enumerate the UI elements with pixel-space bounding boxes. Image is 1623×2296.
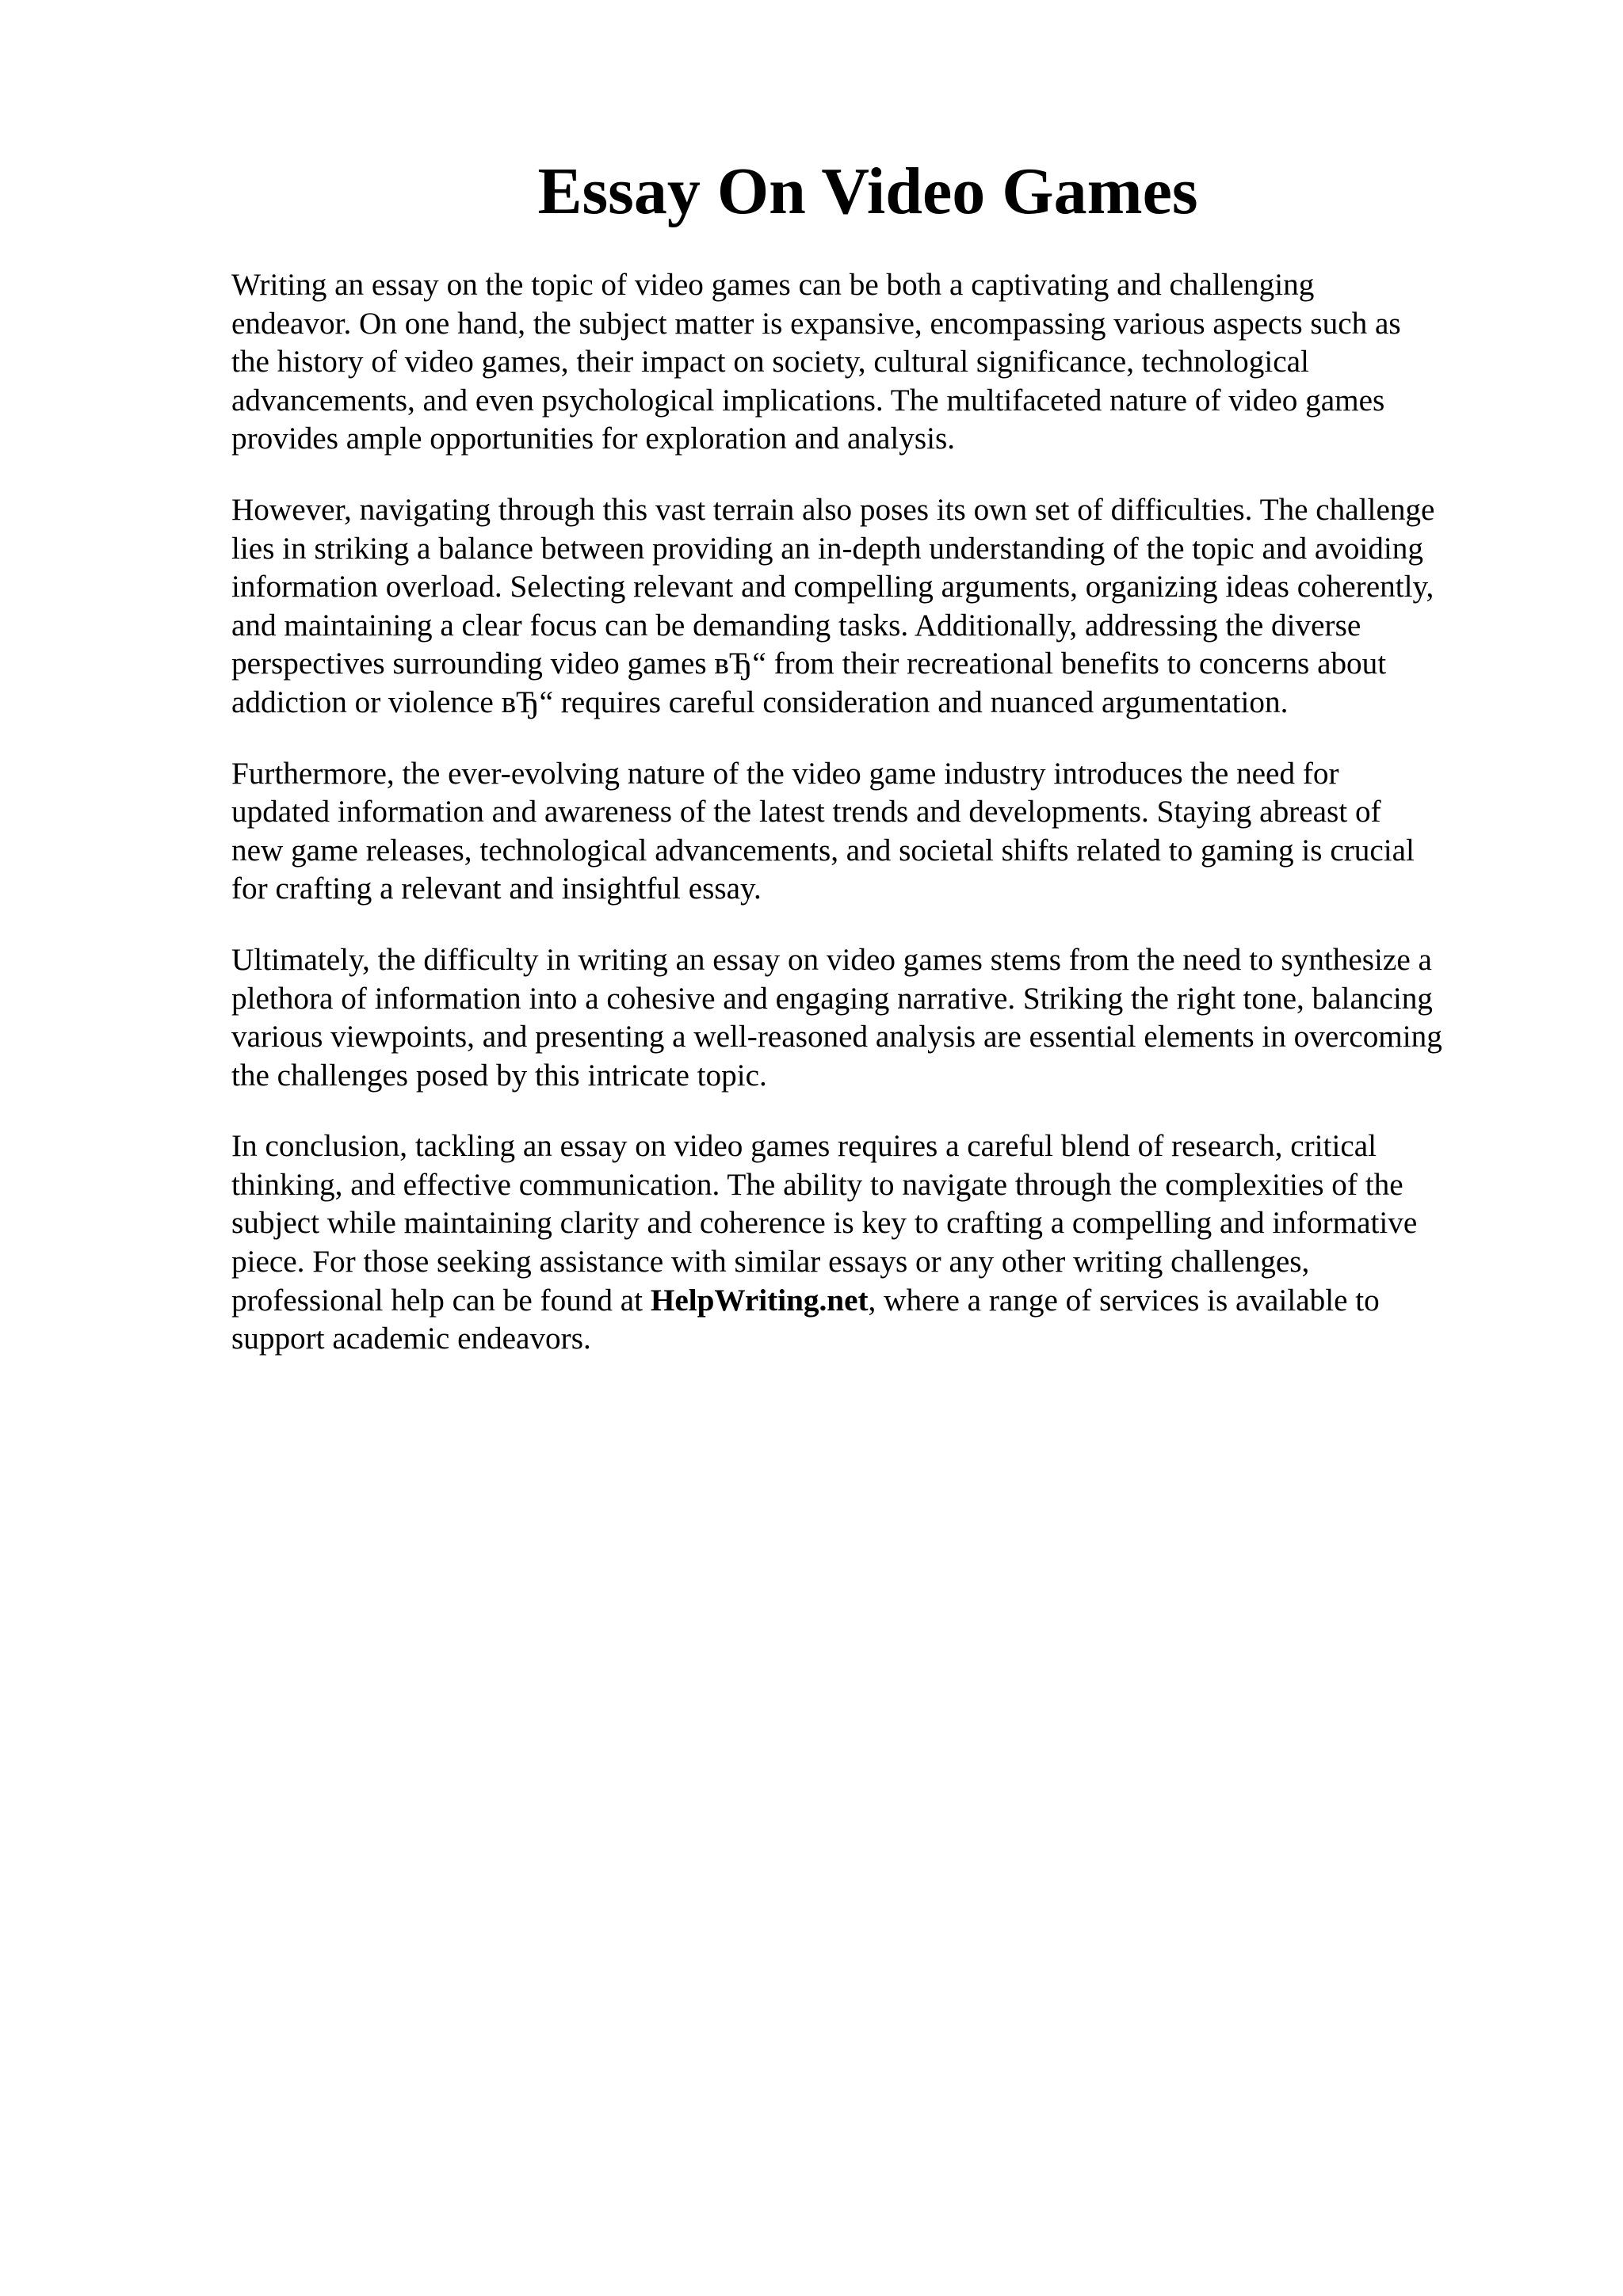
text-line: advancements, and even psychological implications. The multifaceted nature of video games bbox=[231, 383, 1385, 418]
text-segment: , where a range of services is available to bbox=[868, 1283, 1380, 1318]
text-line: and maintaining a clear focus can be demanding tasks. Additionally, addressing the diverse bbox=[231, 608, 1361, 643]
text-line: addiction or violence вЂ“ requires careful consideration and nuanced argumentation. bbox=[231, 685, 1289, 719]
text-line: plethora of information into a cohesive and engaging narrative. Striking the right tone, balancing bbox=[231, 981, 1433, 1016]
text-line: Ultimately, the difficulty in writing an essay on video games stems from the need to synthesize a bbox=[231, 942, 1432, 977]
essay-body bbox=[231, 266, 1531, 1391]
paragraph-2 bbox=[231, 491, 1531, 723]
text-line: provides ample opportunities for exploration and analysis. bbox=[231, 421, 956, 456]
text-line: for crafting a relevant and insightful essay. bbox=[231, 871, 762, 906]
paragraph-5 bbox=[231, 1127, 1531, 1359]
text-line: information overload. Selecting relevant and compelling arguments, organizing ideas coherently, bbox=[231, 570, 1434, 605]
helpwriting-link[interactable]: HelpWriting.net bbox=[650, 1283, 869, 1318]
page-title: Essay On Video Games bbox=[537, 154, 1198, 228]
text-line-with-link bbox=[231, 1282, 1531, 1321]
paragraph-1 bbox=[231, 266, 1531, 459]
text-line: various viewpoints, and presenting a well-reasoned analysis are essential elements in overcoming bbox=[231, 1020, 1442, 1055]
text-line: updated information and awareness of the latest trends and developments. Staying abreast of bbox=[231, 795, 1381, 830]
text-line: thinking, and effective communication. The ability to navigate through the complexities of the bbox=[231, 1167, 1403, 1202]
text-line: piece. For those seeking assistance with similar essays or any other writing challenges, bbox=[231, 1245, 1310, 1280]
paragraph-3 bbox=[231, 755, 1531, 909]
text-line: Furthermore, the ever-evolving nature of the video game industry introduces the need for bbox=[231, 756, 1339, 791]
text-line: perspectives surrounding video games вЂ“ from their recreational benefits to concerns about bbox=[231, 646, 1387, 681]
text-line: endeavor. On one hand, the subject matter is expansive, encompassing various aspects such as bbox=[231, 306, 1401, 341]
text-line: lies in striking a balance between providing an in-depth understanding of the topic and avoiding bbox=[231, 531, 1423, 566]
text-line: Writing an essay on the topic of video games can be both a captivating and challenging bbox=[231, 268, 1315, 302]
paragraph-4 bbox=[231, 941, 1531, 1095]
text-line: new game releases, technological advancements, and societal shifts related to gaming is crucial bbox=[231, 833, 1415, 868]
text-segment: professional help can be found at bbox=[231, 1283, 651, 1318]
text-line: However, navigating through this vast terrain also poses its own set of difficulties. The challenge bbox=[231, 492, 1435, 527]
text-line: subject while maintaining clarity and coherence is key to crafting a compelling and informative bbox=[231, 1206, 1418, 1241]
text-line: the challenges posed by this intricate topic. bbox=[231, 1058, 767, 1093]
text-line: In conclusion, tackling an essay on video games requires a careful blend of research, critical bbox=[231, 1129, 1377, 1164]
text-line: support academic endeavors. bbox=[231, 1322, 591, 1356]
text-line: the history of video games, their impact on society, cultural significance, technological bbox=[231, 345, 1309, 379]
